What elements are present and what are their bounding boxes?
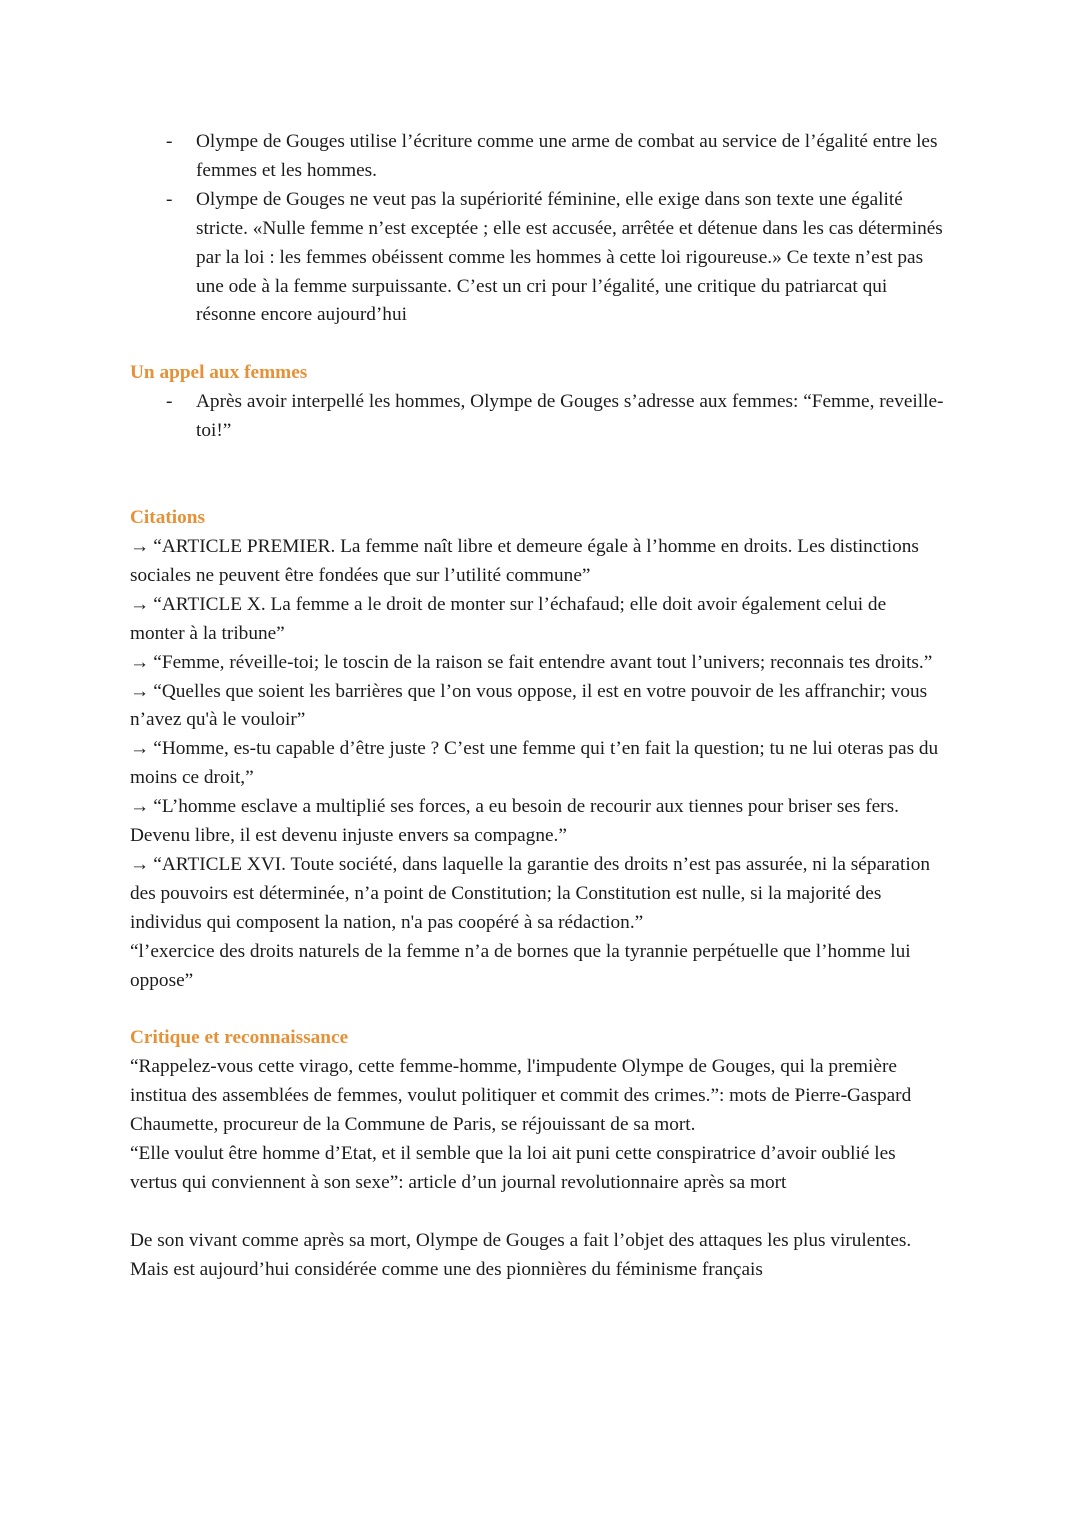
- bullet-text: Olympe de Gouges utilise l’écriture comme une arme de combat au service de l’égalité entre les femmes et les hommes.: [196, 131, 938, 181]
- citation-item: [130, 533, 945, 591]
- citation-item: [130, 793, 945, 851]
- conclusion-paragraph: De son vivant comme après sa mort, Olympe de Gouges a fait l’objet des attaques les plus virulentes. Mais est aujourd’hui considérée comme une des pionnières du féminisme français: [130, 1229, 912, 1280]
- citation-item: [130, 678, 945, 736]
- document-page: [130, 128, 945, 1285]
- bullet-dash: -: [166, 188, 173, 210]
- citation-extra: “l’exercice des droits naturels de la femme n’a de bornes que la tyrannie perpétuelle que l’homme lui oppose”: [130, 940, 911, 991]
- bullet-dash: -: [166, 391, 173, 413]
- citation-item: [130, 851, 945, 938]
- arrow-icon: →: [130, 651, 150, 673]
- bullet-dash: -: [166, 131, 173, 152]
- citations-list: [130, 533, 945, 996]
- arrow-icon: →: [130, 796, 150, 818]
- list-item: [130, 128, 945, 186]
- arrow-icon: →: [130, 853, 150, 875]
- citation-text: “ARTICLE XVI. Toute société, dans laquelle la garantie des droits n’est pas assurée, ni la séparation des pouvoirs est déterminée, n’a point de Constitution; la Constitution est nulle, si la majorité des individus qui composent la nation, n'a pas coopéré à sa rédaction.”: [130, 853, 930, 933]
- citation-text: “Femme, réveille-toi; le toscin de la raison se fait entendre avant tout l’univers; reconnais tes droits.”: [153, 651, 933, 673]
- citation-text: “Quelles que soient les barrières que l’on vous oppose, il est en votre pouvoir de les affranchir; vous n’avez qu'à le vouloir”: [130, 680, 928, 731]
- critique-paragraph-1: “Rappelez-vous cette virago, cette femme-homme, l'impudente Olympe de Gouges, qui la première institua des assemblées de femmes, voulut politiquer et commit des crimes.”: mots de Pierre-Gaspard Chaumette, procureur de la Commune de Paris, se réjouissant de sa mort.: [130, 1056, 912, 1136]
- arrow-icon: →: [130, 738, 150, 760]
- citation-item: [130, 735, 945, 793]
- critique-paragraph-2: “Elle voulut être homme d’Etat, et il semble que la loi ait puni cette conspiratrice d’avoir oublié les vertus qui conviennent à son sexe”: article d’un journal revolutionnaire après sa mort: [130, 1143, 896, 1193]
- section-heading-critique: Critique et reconnaissance: [130, 1027, 349, 1049]
- citation-text: “ARTICLE PREMIER. La femme naît libre et demeure égale à l’homme en droits. Les distinctions sociales ne peuvent être fondées que sur l’utilité commune”: [130, 535, 919, 586]
- citation-text: “Homme, es-tu capable d’être juste ? C’est une femme qui t’en fait la question; tu ne lui oteras pas du moins ce droit,”: [130, 738, 939, 789]
- arrow-icon: →: [130, 535, 150, 557]
- top-bullet-list: [130, 128, 945, 330]
- citation-item: [130, 649, 945, 678]
- citation-text: “L’homme esclave a multiplié ses forces, a eu besoin de recourir aux tiennes pour briser ses fers. Devenu libre, il est devenu injuste envers sa compagne.”: [130, 796, 899, 847]
- list-item: [130, 388, 945, 446]
- appel-bullet-list: [130, 388, 945, 446]
- arrow-icon: →: [130, 680, 150, 702]
- section-heading-appel: Un appel aux femmes: [130, 362, 308, 384]
- bullet-text: Après avoir interpellé les hommes, Olympe de Gouges s’adresse aux femmes: “Femme, reveille-toi!”: [196, 391, 944, 442]
- citation-text: “ARTICLE X. La femme a le droit de monter sur l’échafaud; elle doit avoir également celui de monter à la tribune”: [130, 593, 887, 644]
- bullet-text: Olympe de Gouges ne veut pas la supériorité féminine, elle exige dans son texte une égalité stricte. «Nulle femme n’est exceptée ; elle est accusée, arrêtée et détenue dans les cas déterminés par la loi : les femmes obéissent comme les hommes à cette loi rigoureuse.» Ce texte n’est pas une ode à la femme surpuissante. C’est un cri pour l’égalité, une critique du patriarcat qui résonne encore aujourd’hui: [196, 188, 943, 326]
- citation-item: [130, 591, 945, 649]
- list-item: [130, 186, 945, 331]
- arrow-icon: →: [130, 593, 150, 615]
- section-heading-citations: Citations: [130, 507, 205, 529]
